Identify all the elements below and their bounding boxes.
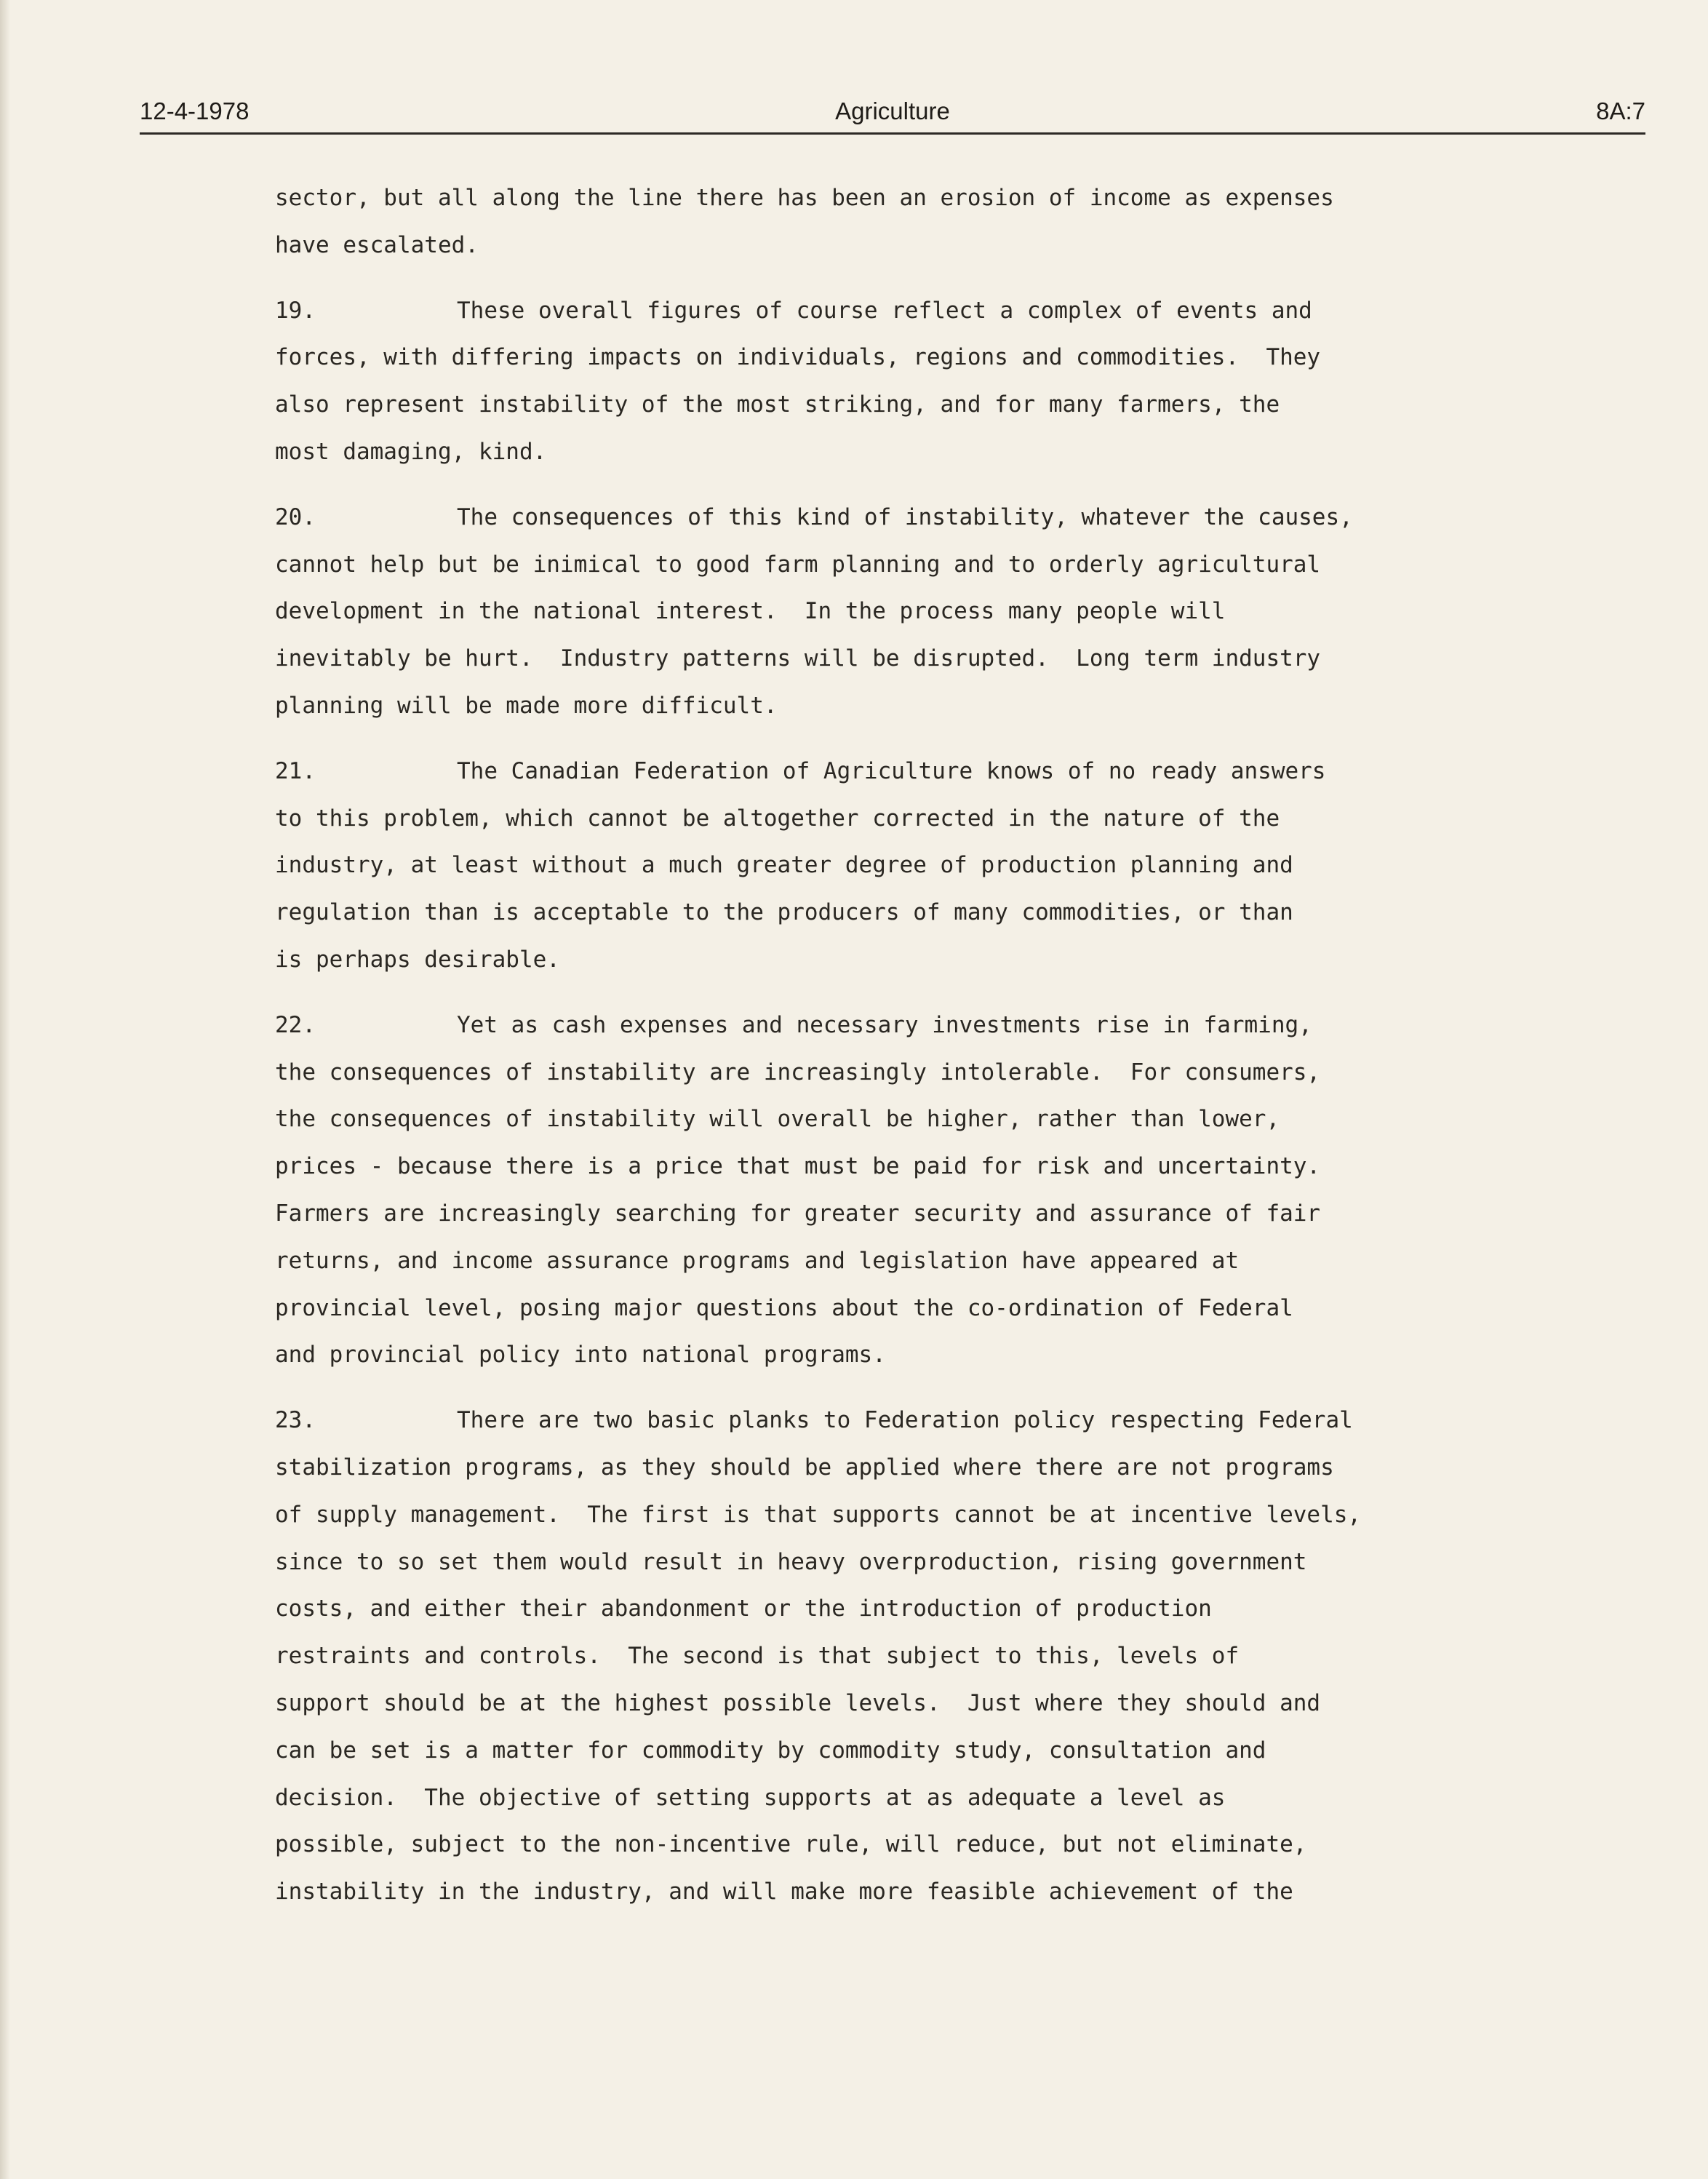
paragraph-gap [275, 476, 1526, 494]
line-text: The consequences of this kind of instability, whatever the causes, [457, 503, 1353, 530]
line-text: most damaging, kind. [275, 438, 547, 465]
paragraph [275, 1002, 1526, 1379]
text-line [275, 1190, 1526, 1238]
text-line [275, 381, 1526, 429]
text-line [275, 494, 1526, 541]
text-line [275, 1285, 1526, 1332]
text-line [275, 635, 1526, 682]
text-line [275, 287, 1526, 335]
line-text: instability in the industry, and will make more feasible achievement of the [275, 1879, 1293, 1905]
line-text: There are two basic planks to Federation policy respecting Federal [457, 1407, 1353, 1434]
paragraph-number: 21. [275, 757, 316, 784]
line-text: inevitably be hurt. Industry patterns will be disrupted. Long term industry [275, 645, 1321, 672]
text-line [275, 889, 1526, 936]
paragraph [275, 748, 1526, 984]
text-line [275, 1868, 1526, 1916]
line-text: costs, and either their abandonment or the introduction of production [275, 1596, 1212, 1622]
line-text: since to so set them would result in heavy overproduction, rising government [275, 1548, 1307, 1575]
header-title: Agriculture [835, 97, 950, 124]
line-text: development in the national interest. In the process many people will [275, 598, 1226, 625]
text-line [275, 1143, 1526, 1190]
paragraph-number: 23. [275, 1407, 316, 1434]
paragraph-number: 20. [275, 503, 316, 530]
text-line [275, 588, 1526, 635]
line-text: Farmers are increasingly searching for greater security and assurance of fair [275, 1200, 1321, 1227]
text-line [275, 1331, 1526, 1379]
text-line [275, 541, 1526, 589]
text-line [275, 1491, 1526, 1539]
document-body [275, 175, 1526, 1916]
text-line [275, 222, 1526, 269]
line-text: returns, and income assurance programs and legislation have appeared at [275, 1247, 1240, 1274]
text-line [275, 1444, 1526, 1491]
line-text: regulation than is acceptable to the producers of many commodities, or than [275, 899, 1293, 926]
paragraph [275, 175, 1526, 269]
line-text: and provincial policy into national programs. [275, 1342, 886, 1369]
line-text: sector, but all along the line there has been an erosion of income as expenses [275, 185, 1334, 211]
text-line [275, 1238, 1526, 1285]
line-text: of supply management. The first is that supports cannot be at incentive levels, [275, 1501, 1362, 1528]
paragraph-gap [275, 984, 1526, 1002]
line-text: have escalated. [275, 231, 479, 258]
line-text: forces, with differing impacts on individuals, regions and commodities. They [275, 344, 1321, 371]
text-line [275, 1585, 1526, 1633]
paragraph-number: 22. [275, 1011, 316, 1038]
line-text: can be set is a matter for commodity by commodity study, consultation and [275, 1737, 1266, 1764]
paragraph [275, 494, 1526, 730]
line-text: decision. The objective of setting supports at as adequate a level as [275, 1784, 1226, 1811]
page-edge [0, 0, 10, 2179]
line-text: possible, subject to the non-incentive rule, will reduce, but not eliminate, [275, 1831, 1307, 1858]
paragraph [275, 1397, 1526, 1916]
text-line [275, 1774, 1526, 1822]
line-text: provincial level, posing major questions about the co-ordination of Federal [275, 1294, 1293, 1321]
paragraph-gap [275, 269, 1526, 287]
text-line [275, 1539, 1526, 1586]
text-line [275, 748, 1526, 795]
text-line [275, 334, 1526, 381]
line-text: industry, at least without a much greater degree of production planning and [275, 852, 1293, 879]
text-line [275, 1096, 1526, 1143]
text-line [275, 795, 1526, 842]
line-text: These overall figures of course reflect a complex of events and [457, 297, 1312, 324]
paragraph-number: 19. [275, 297, 316, 324]
line-text: The Canadian Federation of Agriculture knows of no ready answers [457, 757, 1326, 784]
line-text: cannot help but be inimical to good farm planning and to orderly agricultural [275, 551, 1321, 578]
header-date: 12-4-1978 [140, 97, 250, 124]
line-text: also represent instability of the most striking, and for many farmers, the [275, 391, 1280, 418]
text-line [275, 1002, 1526, 1049]
header-rule [140, 132, 1645, 135]
text-line [275, 175, 1526, 222]
text-line [275, 1821, 1526, 1868]
text-line [275, 1727, 1526, 1774]
line-text: restraints and controls. The second is that subject to this, levels of [275, 1643, 1240, 1670]
line-text: stabilization programs, as they should be applied where there are not programs [275, 1454, 1334, 1481]
text-line [275, 429, 1526, 476]
line-text: prices - because there is a price that must be paid for risk and uncertainty. [275, 1153, 1321, 1180]
header-page-number: 8A:7 [1596, 97, 1645, 124]
line-text: support should be at the highest possible levels. Just where they should and [275, 1689, 1321, 1716]
line-text: Yet as cash expenses and necessary investments rise in farming, [457, 1011, 1312, 1038]
text-line [275, 682, 1526, 730]
paragraph-gap [275, 730, 1526, 748]
line-text: the consequences of instability are increasingly intolerable. For consumers, [275, 1059, 1321, 1085]
text-line [275, 842, 1526, 889]
text-line [275, 936, 1526, 984]
paragraph-gap [275, 1379, 1526, 1397]
text-line [275, 1397, 1526, 1444]
page-header [140, 97, 1645, 135]
line-text: the consequences of instability will overall be higher, rather than lower, [275, 1106, 1280, 1133]
text-line [275, 1633, 1526, 1680]
paragraph [275, 287, 1526, 476]
text-line [275, 1680, 1526, 1727]
line-text: is perhaps desirable. [275, 946, 560, 973]
line-text: planning will be made more difficult. [275, 692, 778, 719]
line-text: to this problem, which cannot be altogether corrected in the nature of the [275, 805, 1280, 832]
text-line [275, 1049, 1526, 1096]
